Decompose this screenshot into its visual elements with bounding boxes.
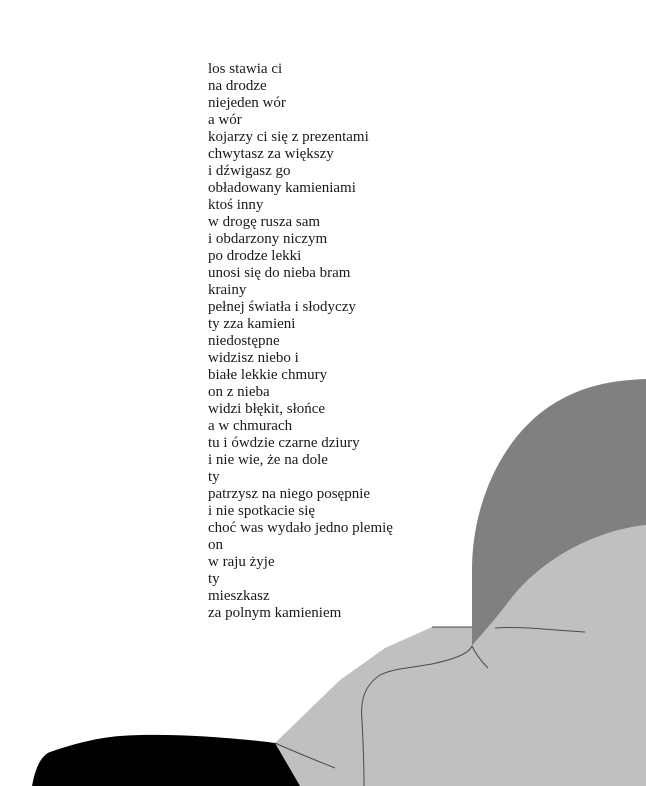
poem-line: chwytasz za większy bbox=[208, 146, 334, 162]
poem-line: w raju żyje bbox=[208, 554, 275, 570]
poem-line: niedostępne bbox=[208, 333, 280, 349]
poem-line: i nie wie, że na dole bbox=[208, 452, 328, 468]
poem-line: za polnym kamieniem bbox=[208, 605, 342, 621]
poem-line: ktoś inny bbox=[208, 197, 264, 213]
poem-line: kojarzy ci się z prezentami bbox=[208, 129, 369, 145]
poem-line: tu i ówdzie czarne dziury bbox=[208, 435, 360, 451]
poem-line: widzisz niebo i bbox=[208, 350, 299, 366]
poem-line: na drodze bbox=[208, 78, 267, 94]
poem-line: mieszkasz bbox=[208, 588, 270, 604]
poem-line: i obdarzony niczym bbox=[208, 231, 328, 247]
poem-line: niejeden wór bbox=[208, 95, 286, 111]
poem-line: ty bbox=[208, 469, 220, 485]
poem-line: i nie spotkacie się bbox=[208, 503, 316, 519]
poem-line: los stawia ci bbox=[208, 61, 283, 77]
poem-line: krainy bbox=[208, 282, 247, 298]
poem-line: białe lekkie chmury bbox=[208, 367, 328, 383]
poem-line: widzi błękit, słońce bbox=[208, 401, 326, 417]
poem-line: choć was wydało jedno plemię bbox=[208, 520, 393, 536]
poem-line: a wór bbox=[208, 112, 242, 128]
black-stone bbox=[32, 735, 300, 786]
poem-line: w drogę rusza sam bbox=[208, 214, 321, 230]
poem bbox=[208, 61, 393, 622]
poem-line: obładowany kamieniami bbox=[208, 180, 356, 196]
poem-line: pełnej światła i słodyczy bbox=[208, 299, 356, 315]
poem-line: i dźwigasz go bbox=[208, 163, 291, 179]
poem-line: on z nieba bbox=[208, 384, 270, 400]
poem-line: unosi się do nieba bram bbox=[208, 265, 351, 281]
poem-line: ty zza kamieni bbox=[208, 316, 296, 332]
poem-line: on bbox=[208, 537, 223, 553]
poem-line: patrzysz na niego posępnie bbox=[208, 486, 371, 502]
poem-line: ty bbox=[208, 571, 220, 587]
poem-line: po drodze lekki bbox=[208, 248, 302, 264]
poem-line: a w chmurach bbox=[208, 418, 293, 434]
